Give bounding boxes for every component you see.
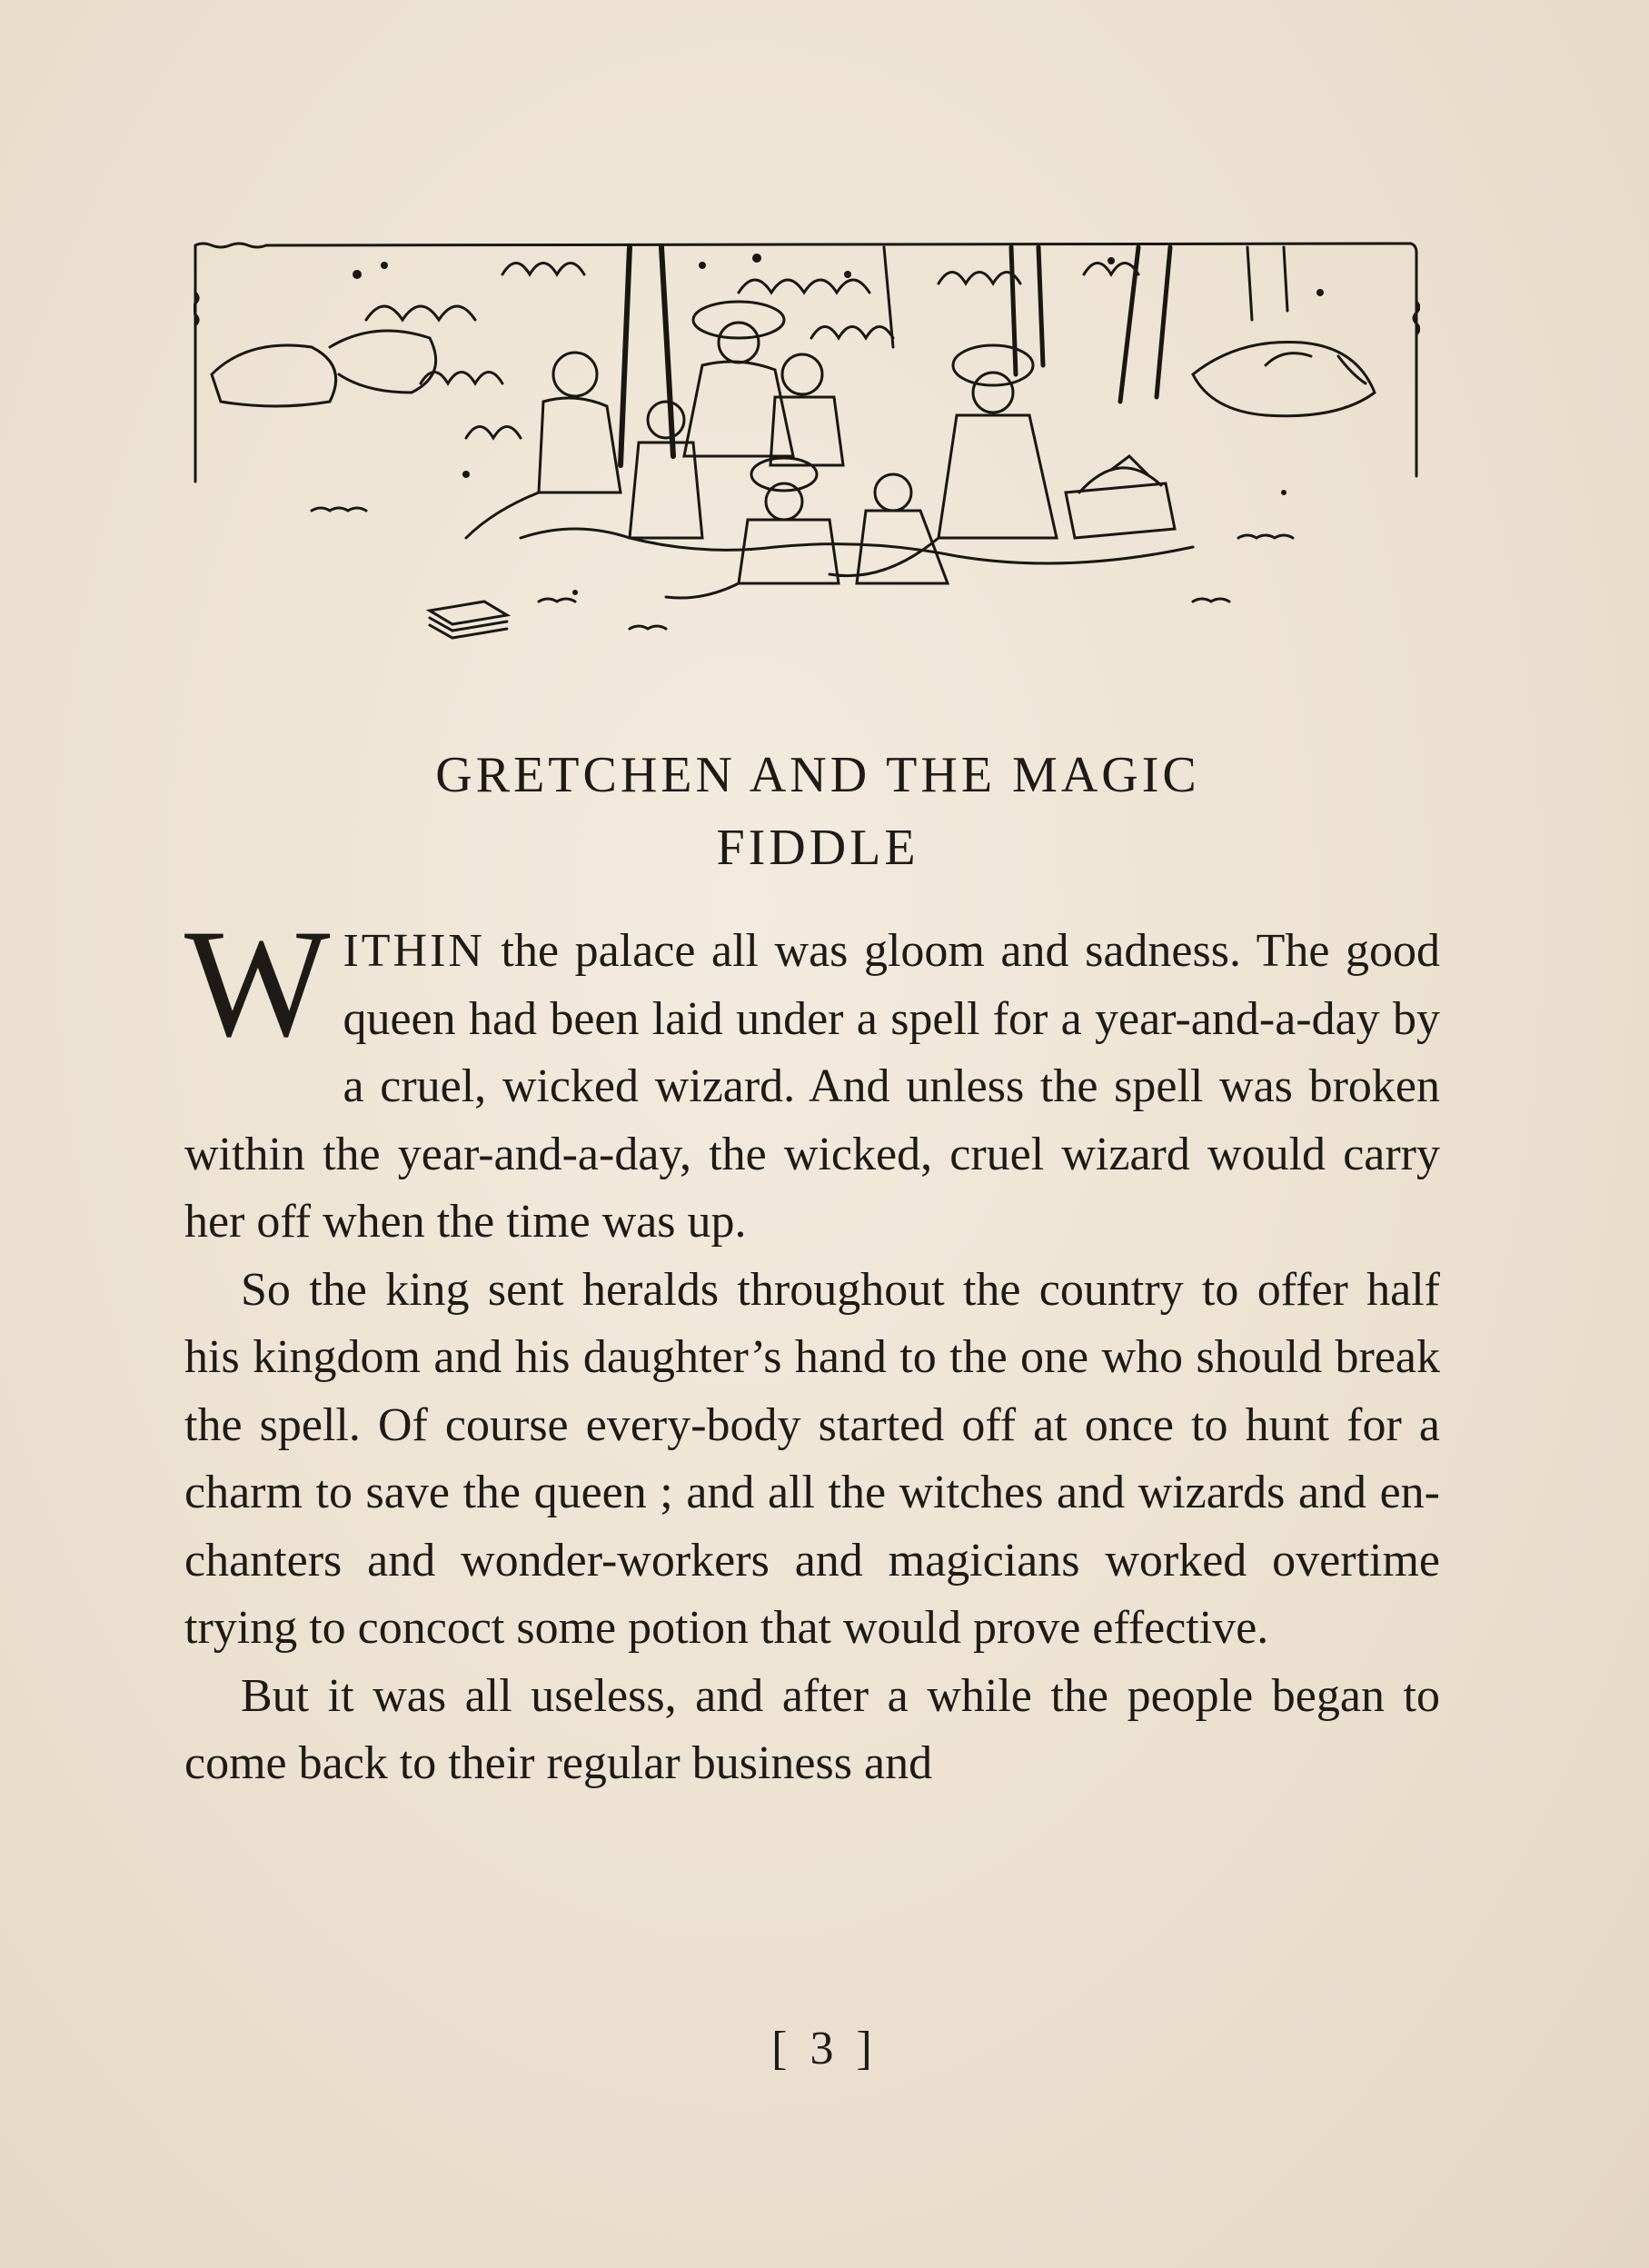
page-number: [ 3 ] — [771, 2023, 878, 2074]
paragraph-2: So the king sent heralds throughout the country to offer half his kingdom and his daughter’s hand to the one who should break the spell. Of course every-body started off at once to hunt for a charm to save the queen ; and all the witches and wizards and en-chanters and wonder-workers and magicians worked overtime trying to concoct some potion that would prove effective. — [184, 1263, 1440, 1654]
story-title-line-1: GRETCHEN AND THE MAGIC — [435, 747, 1200, 803]
picnic-scene-illustration — [194, 238, 1420, 656]
paragraph-1-text: the palace all was gloom and sadness. The good queen had been laid under a spell for a year-and-a-day by a cruel, wicked wizard. And unless the spell was broken within the year-and-a-day, the wicked, cruel wizard would carry her off when the time was up. — [184, 925, 1440, 1248]
paragraph-3: But it was all useless, and after a while the people began to come back to their regular business and — [184, 1669, 1440, 1789]
drop-cap: W — [184, 898, 331, 1069]
first-word-rest: ITHIN — [343, 925, 485, 977]
story-title-line-2: FIDDLE — [716, 820, 919, 876]
story-body — [184, 898, 1440, 1798]
paragraph-1 — [184, 898, 1440, 1257]
